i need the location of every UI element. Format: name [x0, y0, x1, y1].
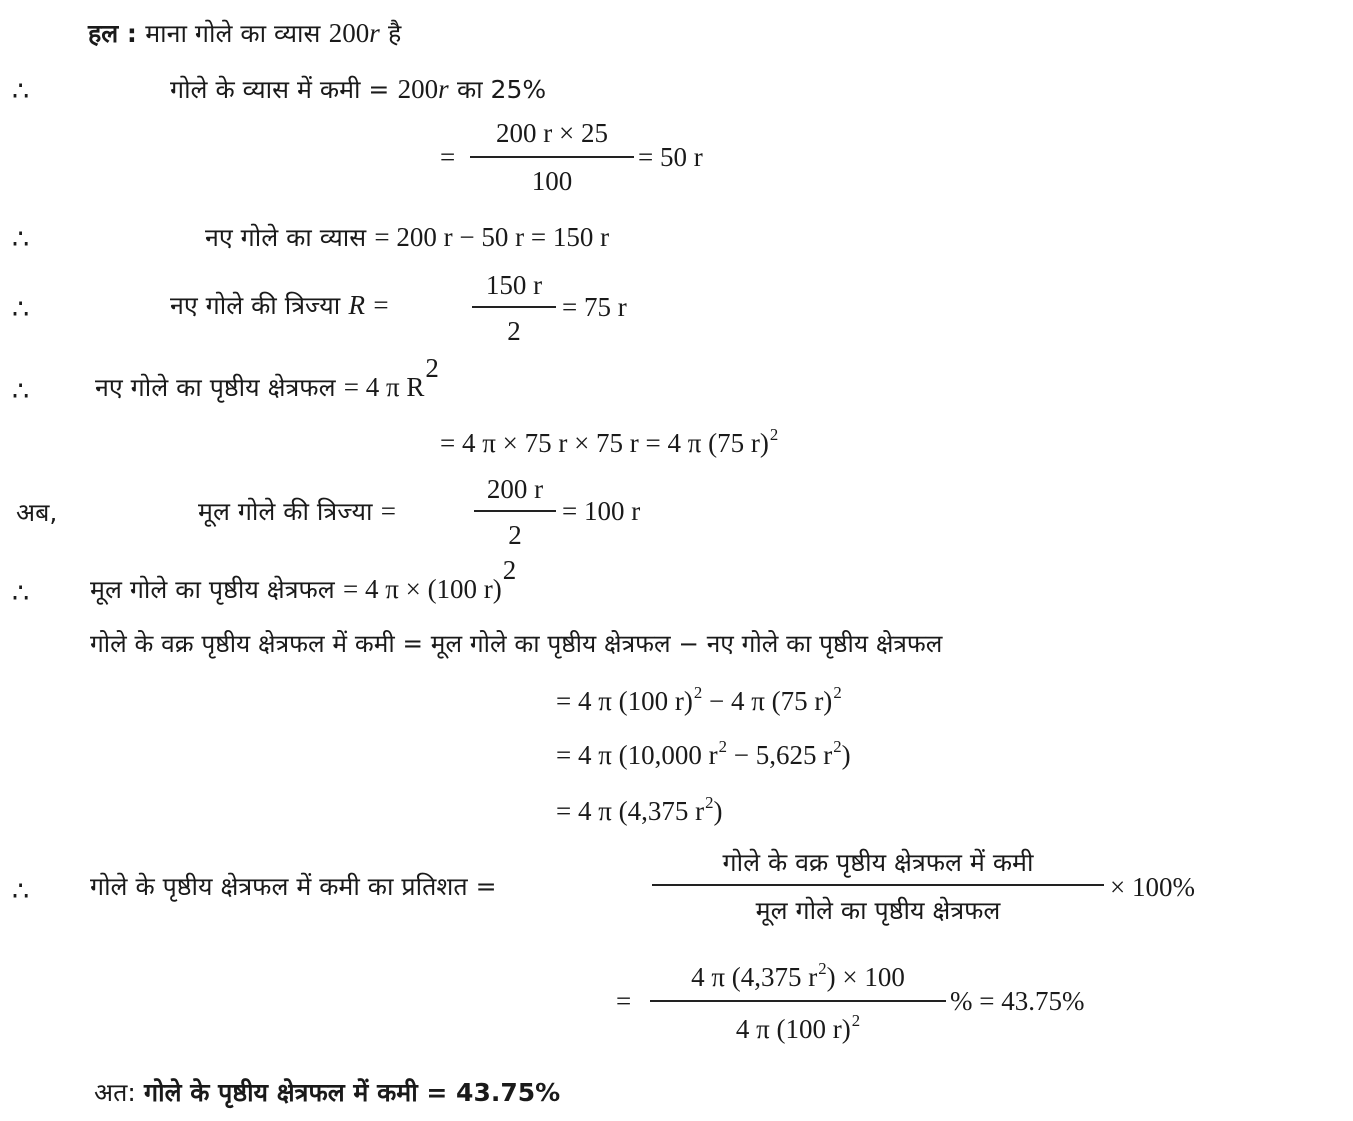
exponent: 2	[818, 959, 827, 979]
curved-surface-decrease-line: गोले के वक्र पृष्ठीय क्षेत्रफल में कमी = मूल गोले का पृष्ठीय क्षेत्रफल − नए गोले का पृष्ठीय क्षेत्रफल	[90, 629, 943, 658]
new-diameter-line	[205, 224, 609, 251]
new-surface-area-math: = 4 π R	[343, 372, 425, 402]
fraction-numerator: 200 r	[486, 474, 544, 504]
original-surface-area-text: मूल गोले का पृष्ठीय क्षेत्रफल	[90, 575, 335, 604]
exponent: 2	[705, 793, 714, 813]
solution-label: हल :	[88, 19, 137, 48]
fraction-denominator: 2	[507, 316, 521, 346]
fraction-numerator: गोले के वक्र पृष्ठीय क्षेत्रफल में कमी	[722, 848, 1034, 877]
fraction-bar	[652, 884, 1104, 886]
equals-sign: =	[380, 496, 396, 526]
decrease-step-3	[556, 793, 723, 826]
exponent: 2	[425, 353, 439, 384]
new-diameter-math: = 200 r − 50 r = 150 r	[374, 222, 610, 252]
denominator-term: 4 π (100 r)	[735, 1014, 851, 1044]
therefore-symbol: ∴	[12, 76, 30, 106]
fraction-diameter-decrease	[470, 118, 634, 198]
therefore-symbol: ∴	[12, 876, 30, 906]
diameter-decrease-math: 200	[397, 74, 439, 104]
therefore-symbol: ∴	[12, 376, 30, 406]
decrease-step-1	[556, 683, 842, 716]
fraction-bar	[650, 1000, 946, 1002]
numerator-term: ) × 100	[826, 962, 905, 992]
fraction-percentage	[652, 846, 1104, 930]
exponent: 2	[769, 425, 779, 445]
therefore-symbol: ∴	[12, 224, 30, 254]
final-result: % = 43.75%	[950, 986, 1085, 1016]
equals-sign: =	[616, 986, 632, 1016]
exponent: 2	[693, 683, 703, 703]
fraction-denominator: मूल गोले का पृष्ठीय क्षेत्रफल	[755, 896, 1001, 925]
step-term: = 4 π (100 r)	[556, 686, 693, 716]
solution-intro-line	[88, 20, 401, 47]
percentage-multiplier: × 100%	[1110, 872, 1195, 902]
fraction-denominator	[650, 1011, 946, 1044]
step-term: − 5,625 r	[733, 740, 833, 770]
intro-var: r	[369, 18, 380, 48]
exponent: 2	[502, 555, 517, 586]
fraction-numerator	[650, 959, 946, 992]
decrease-step-2	[556, 737, 851, 770]
step-term: = 4 π (4,375 r	[556, 796, 705, 826]
exponent: 2	[851, 1011, 861, 1031]
fraction-bar	[474, 510, 556, 512]
equals-sign: =	[440, 142, 456, 172]
new-radius-text: नए गोले की त्रिज्या	[170, 291, 341, 320]
fraction-result: = 50 r	[638, 142, 703, 172]
diameter-decrease-percent: का 25%	[456, 75, 547, 104]
fraction-bar	[472, 306, 556, 308]
new-surface-area-expansion	[440, 425, 779, 458]
fraction-bar	[470, 156, 634, 158]
percentage-decrease-text: गोले के पृष्ठीय क्षेत्रफल में कमी का प्रतिशत =	[90, 872, 497, 901]
step-term: = 4 π (10,000 r	[556, 740, 718, 770]
conclusion-line	[94, 1080, 560, 1106]
fraction-final	[650, 958, 946, 1048]
fraction-original-radius	[474, 474, 556, 550]
step-term: − 4 π (75 r)	[708, 686, 833, 716]
intro-text: माना गोले का व्यास	[145, 19, 321, 48]
new-radius-line	[170, 292, 389, 319]
original-surface-area-line	[90, 555, 517, 604]
fraction-denominator: 100	[531, 166, 573, 196]
new-radius-symbol: R	[348, 290, 366, 320]
equals-sign: =	[373, 290, 389, 320]
fraction-new-radius	[472, 270, 556, 346]
numerator-term: 4 π (4,375 r	[691, 962, 818, 992]
exponent: 2	[718, 737, 727, 757]
fraction-numerator: 200 r × 25	[496, 118, 608, 148]
step-term: )	[713, 796, 723, 826]
new-surface-area-text: नए गोले का पृष्ठीय क्षेत्रफल	[95, 373, 336, 402]
diameter-decrease-line	[170, 76, 546, 103]
diameter-decrease-var: r	[438, 74, 449, 104]
fraction-denominator: 2	[508, 520, 522, 550]
exponent: 2	[833, 683, 842, 703]
now-label: अब,	[16, 498, 58, 527]
conclusion-label: अत:	[94, 1078, 136, 1107]
expansion-math: = 4 π × 75 r × 75 r = 4 π (75 r)	[440, 428, 769, 458]
new-surface-area-line	[95, 353, 439, 402]
original-radius-line	[198, 498, 396, 525]
fraction-result: = 75 r	[562, 292, 627, 322]
therefore-symbol: ∴	[12, 578, 30, 608]
intro-end: है	[387, 19, 402, 48]
fraction-numerator: 150 r	[485, 270, 543, 300]
exponent: 2	[833, 737, 842, 757]
therefore-symbol: ∴	[12, 294, 30, 324]
intro-math: 200	[328, 18, 370, 48]
diameter-decrease-text: गोले के व्यास में कमी =	[170, 75, 390, 104]
conclusion-text: गोले के पृष्ठीय क्षेत्रफल में कमी = 43.75%	[144, 1078, 561, 1107]
new-diameter-text: नए गोले का व्यास	[205, 223, 367, 252]
step-term: )	[841, 740, 851, 770]
original-surface-area-math: = 4 π × (100 r)	[342, 574, 502, 604]
fraction-result: = 100 r	[562, 496, 641, 526]
original-radius-text: मूल गोले की त्रिज्या	[198, 497, 373, 526]
